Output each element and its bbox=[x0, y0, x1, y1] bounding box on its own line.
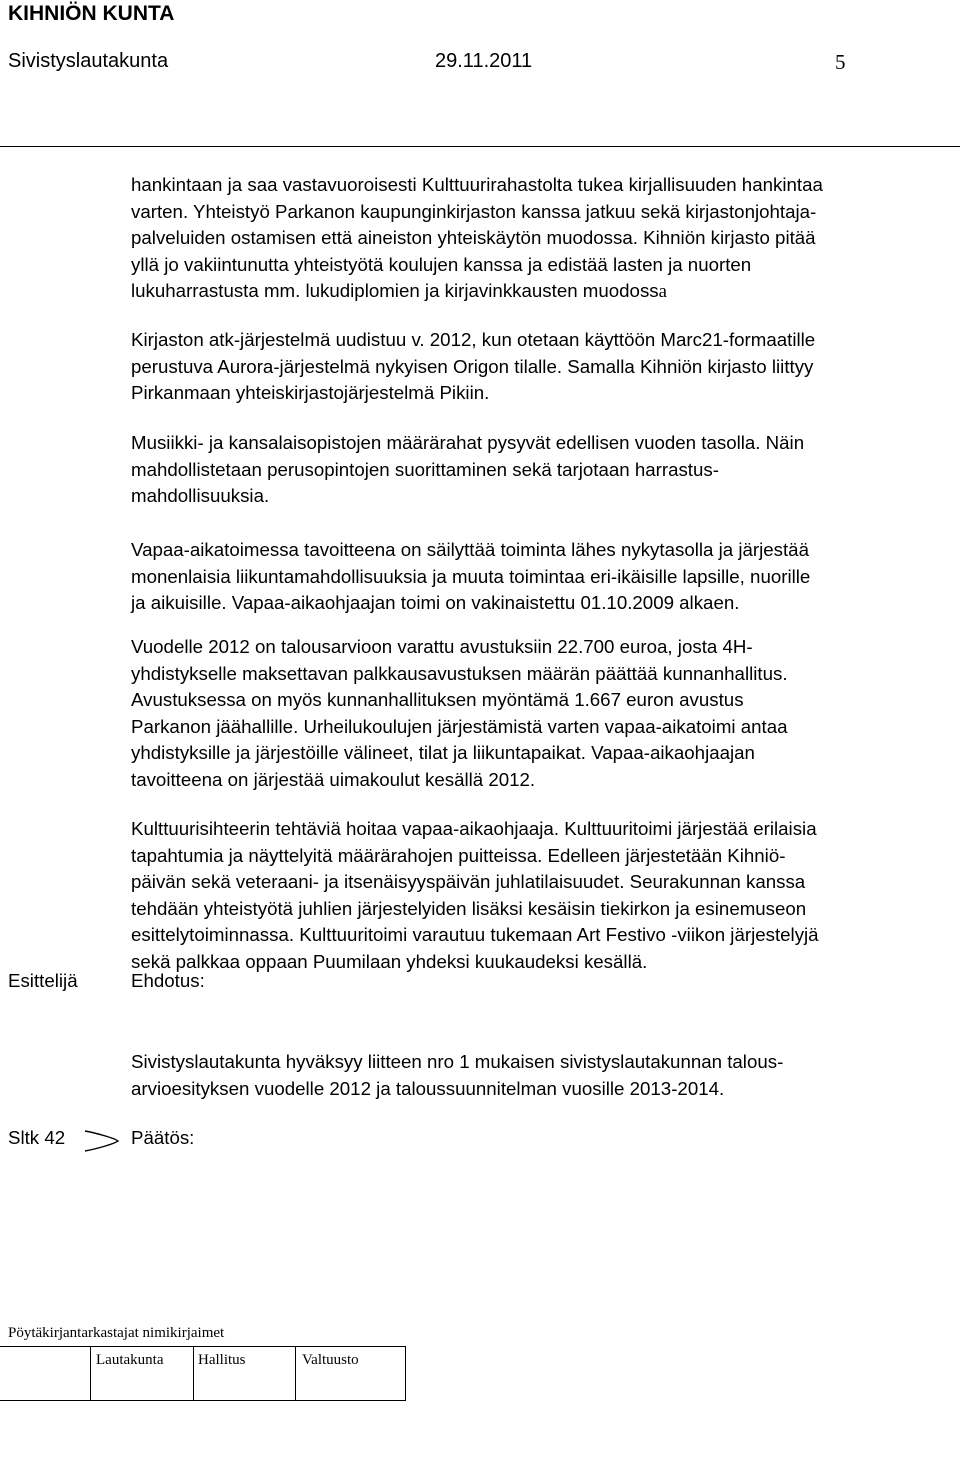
footer-cell-lautakunta: Lautakunta bbox=[96, 1352, 164, 1368]
section-number: Sltk 42 bbox=[8, 1127, 66, 1148]
text-line: tavoitteena on järjestää uimakoulut kesällä 2012. bbox=[131, 768, 536, 790]
paragraph-leisure bbox=[131, 537, 960, 617]
decision-heading: Päätös: bbox=[131, 1127, 195, 1148]
text-line-tail: a bbox=[658, 281, 667, 302]
text-line: mahdollistetaan perusopintojen suorittaminen sekä tarjotaan harrastus- bbox=[131, 458, 719, 480]
text-line: hankintaan ja saa vastavuoroisesti Kulttuurirahastolta tukea kirjallisuuden hankintaa bbox=[131, 174, 823, 195]
meeting-date: 29.11.2011 bbox=[435, 50, 533, 72]
text-line: arvioesityksen vuodelle 2012 ja taloussuunnitelman vuosille 2013-2014. bbox=[131, 1077, 725, 1099]
text-line: Musiikki- ja kansalaisopistojen määrärahat pysyvät edellisen vuoden tasolla. Näin bbox=[131, 432, 805, 453]
text-line: monenlaisia liikuntamahdollisuuksia ja muuta toimintaa eri-ikäisille lapsille, nuorille bbox=[131, 565, 811, 587]
text-line: varten. Yhteistyö Parkanon kaupunginkirjaston kanssa jatkuu sekä kirjastonjohtaja- bbox=[131, 200, 817, 222]
text-line-main: lukuharrastusta mm. lukudiplomien ja kirjavinkkausten muodoss bbox=[131, 280, 659, 301]
footer-title: Pöytäkirjantarkastajat nimikirjaimet bbox=[8, 1325, 225, 1341]
proposal-heading: Ehdotus: bbox=[131, 970, 205, 991]
section-mark-icon bbox=[82, 1128, 122, 1154]
text-line: Kirjaston atk-järjestelmä uudistuu v. 2012, kun otetaan käyttöön Marc21-formaatille bbox=[131, 329, 816, 350]
text-line: palveluiden ostamisen että aineiston yhteiskäytön muodossa. Kihniön kirjasto pitää bbox=[131, 227, 816, 248]
organization-name: KIHNIÖN KUNTA bbox=[8, 2, 175, 25]
text-line: sekä palkkaa oppaan Puumilaan yhdeksi kuukaudeksi kesällä. bbox=[131, 950, 648, 972]
proposal-text bbox=[131, 1049, 960, 1102]
text-line: Sivistyslautakunta hyväksyy liitteen nro 1 mukaisen sivistyslautakunnan talous- bbox=[131, 1051, 784, 1072]
page-number: 5 bbox=[835, 50, 846, 74]
text-line: Pirkanmaan yhteiskirjastojärjestelmä Pikiin. bbox=[131, 382, 490, 403]
text-line: Kulttuurisihteerin tehtäviä hoitaa vapaa-aikaohjaaja. Kulttuuritoimi järjestää erilaisia bbox=[131, 818, 817, 839]
footer-cell-valtuusto: Valtuusto bbox=[302, 1352, 359, 1368]
text-line: yhdistykselle maksettavan palkkausavustuksen määrän päättää kunnanhallitus. bbox=[131, 662, 788, 684]
text-line: yllä jo vakiintunutta yhteistyötä koulujen kanssa ja edistää lasten ja nuorten bbox=[131, 253, 752, 275]
paragraph-culture bbox=[131, 816, 960, 975]
text-line bbox=[131, 278, 960, 306]
text-line: Vapaa-aikatoimessa tavoitteena on säilyttää toiminta lähes nykytasolla ja järjestää bbox=[131, 539, 809, 560]
text-line: mahdollisuuksia. bbox=[131, 485, 270, 506]
department-name: Sivistyslautakunta bbox=[8, 50, 169, 72]
text-line: yhdistyksille ja järjestöille välineet, tilat ja liikuntapaikat. Vapaa-aikaohjaajan bbox=[131, 742, 755, 763]
text-line: päivän sekä veteraani- ja itsenäisyyspäivän juhlatilaisuudet. Seurakunnan kanssa bbox=[131, 871, 806, 892]
text-line: Vuodelle 2012 on talousarvioon varattu avustuksiin 22.700 euroa, josta 4H- bbox=[131, 636, 753, 657]
text-line: tapahtumia ja näyttelyitä määrärahojen puitteissa. Edelleen järjestetään Kihniö- bbox=[131, 844, 786, 866]
text-line: Parkanon jäähallille. Urheilukoulujen järjestämistä varten vapaa-aikatoimi antaa bbox=[131, 715, 788, 737]
paragraph-library-cooperation bbox=[131, 172, 960, 306]
footer-divider bbox=[295, 1346, 296, 1401]
text-line: tehdään yhteistyötä juhlien järjestelyiden lisäksi kesäisin tiekirkon ja esinemuseon bbox=[131, 897, 807, 919]
footer-bottom-rule bbox=[0, 1400, 406, 1401]
paragraph-grants bbox=[131, 634, 960, 793]
header-rule bbox=[0, 146, 960, 147]
footer-divider bbox=[90, 1346, 91, 1401]
text-line: ja aikuisille. Vapaa-aikaohjaajan toimi on vakinaistettu 01.10.2009 alkaen. bbox=[131, 592, 740, 613]
footer-top-rule bbox=[0, 1346, 406, 1347]
footer-divider bbox=[193, 1346, 194, 1401]
footer-divider bbox=[405, 1346, 406, 1401]
footer-cell-hallitus: Hallitus bbox=[198, 1352, 246, 1368]
paragraph-library-system bbox=[131, 327, 960, 407]
paragraph-music-schools bbox=[131, 430, 960, 510]
text-line: perustuva Aurora-järjestelmä nykyisen Origon tilalle. Samalla Kihniön kirjasto liittyy bbox=[131, 355, 814, 377]
text-line: esittelytoiminnassa. Kulttuuritoimi varautuu tukemaan Art Festivo -viikon järjestelyjä bbox=[131, 924, 819, 945]
text-line: Avustuksessa on myös kunnanhallituksen myöntämä 1.667 euron avustus bbox=[131, 689, 744, 710]
presenter-label: Esittelijä bbox=[8, 970, 78, 991]
